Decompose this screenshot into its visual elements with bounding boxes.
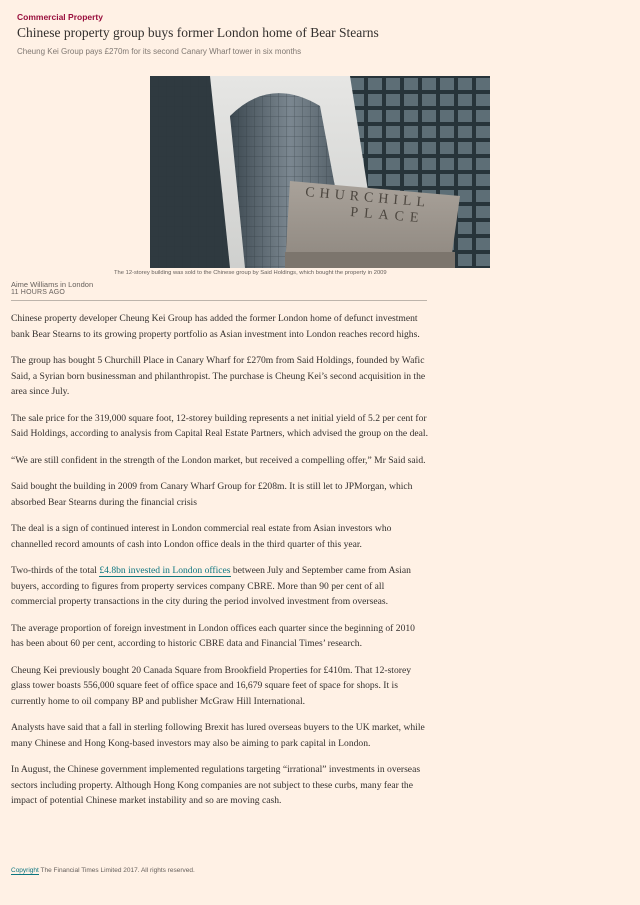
paragraph [11, 563, 429, 610]
copyright-text: The Financial Times Limited 2017. All rights reserved. [38, 867, 195, 874]
article-photo [150, 76, 490, 268]
article-body [11, 311, 429, 820]
divider [11, 300, 427, 301]
paragraph: The group has bought 5 Churchill Place in Canary Wharf for £270m from Said Holdings, founded by Wafic Said, a Syrian born businessman and philanthropist. The purchase is Cheung Kei’s second acquisition in the area since July. [11, 355, 426, 397]
paragraph: The average proportion of foreign investment in London offices each quarter since the beginning of 2010 has been about 60 per cent, according to historic CBRE data and Financial Times’ research. [11, 622, 415, 649]
london-offices-link[interactable]: £4.8bn invested in London offices [99, 565, 231, 576]
sign-line-2: PLACE [349, 205, 426, 227]
paragraph: Cheung Kei previously bought 20 Canada Square from Brookfield Properties for £410m. That 12-storey glass tower boasts 556,000 square feet of office space and 16,679 square feet of space for shops. It is currently home to oil company BP and publisher McGraw Hill International. [11, 664, 412, 707]
timestamp: 11 HOURS AGO [11, 289, 66, 296]
photo-caption: The 12-storey building was sold to the Chinese group by Said Holdings, which bought the property in 2009 [114, 270, 387, 276]
footer [11, 867, 195, 874]
sign-line-1: CHURCHILL [304, 185, 431, 211]
paragraph: Analysts have said that a fall in sterling following Brexit has lured overseas buyers to the UK market, while many Chinese and Hong Kong-based investors may also be aiming to park capital in London. [11, 722, 425, 749]
section-link[interactable]: Commercial Property [17, 12, 103, 22]
author-link[interactable]: Aime Williams in London [11, 280, 94, 289]
paragraph: The deal is a sign of continued interest in London commercial real estate from Asian investors who channelled record amounts of cash into London office deals in the third quarter of this year. [11, 523, 392, 550]
paragraph-text: Two-thirds of the total [11, 565, 100, 576]
standfirst: Cheung Kei Group pays £270m for its second Canary Wharf tower in six months [17, 47, 302, 56]
paragraph: Said bought the building in 2009 from Canary Wharf Group for £208m. It is still let to JPMorgan, which absorbed Bear Stearns during the financial crisis [11, 481, 413, 508]
paragraph: In August, the Chinese government implemented regulations targeting “irrational” investments in overseas sectors including property. Although Hong Kong companies are not subject to these curbs, many fear the impact of potential Chinese market instability and so are moving cash. [11, 764, 421, 806]
paragraph: The sale price for the 319,000 square foot, 12-storey building represents a net initial yield of 5.2 per cent for Said Holdings, according to analysis from Capital Real Estate Partners, which advised the group on the deal. [11, 412, 428, 439]
copyright-link[interactable]: Copyright [11, 867, 39, 874]
paragraph-text: between July and September came from Asian buyers, according to figures from property services company CBRE. More than 90 per cent of all commercial property transactions in the city during the period involved investment from overseas. [11, 565, 411, 607]
headline: Chinese property group buys former London home of Bear Stearns [17, 25, 379, 40]
paragraph: Chinese property developer Cheung Kei Group has added the former London home of defunct investment bank Bear Stearns to its growing property portfolio as Asian investment into London reaches record highs. [11, 313, 420, 340]
paragraph: “We are still confident in the strength of the London market, but received a compelling offer,” Mr Said said. [11, 454, 426, 466]
